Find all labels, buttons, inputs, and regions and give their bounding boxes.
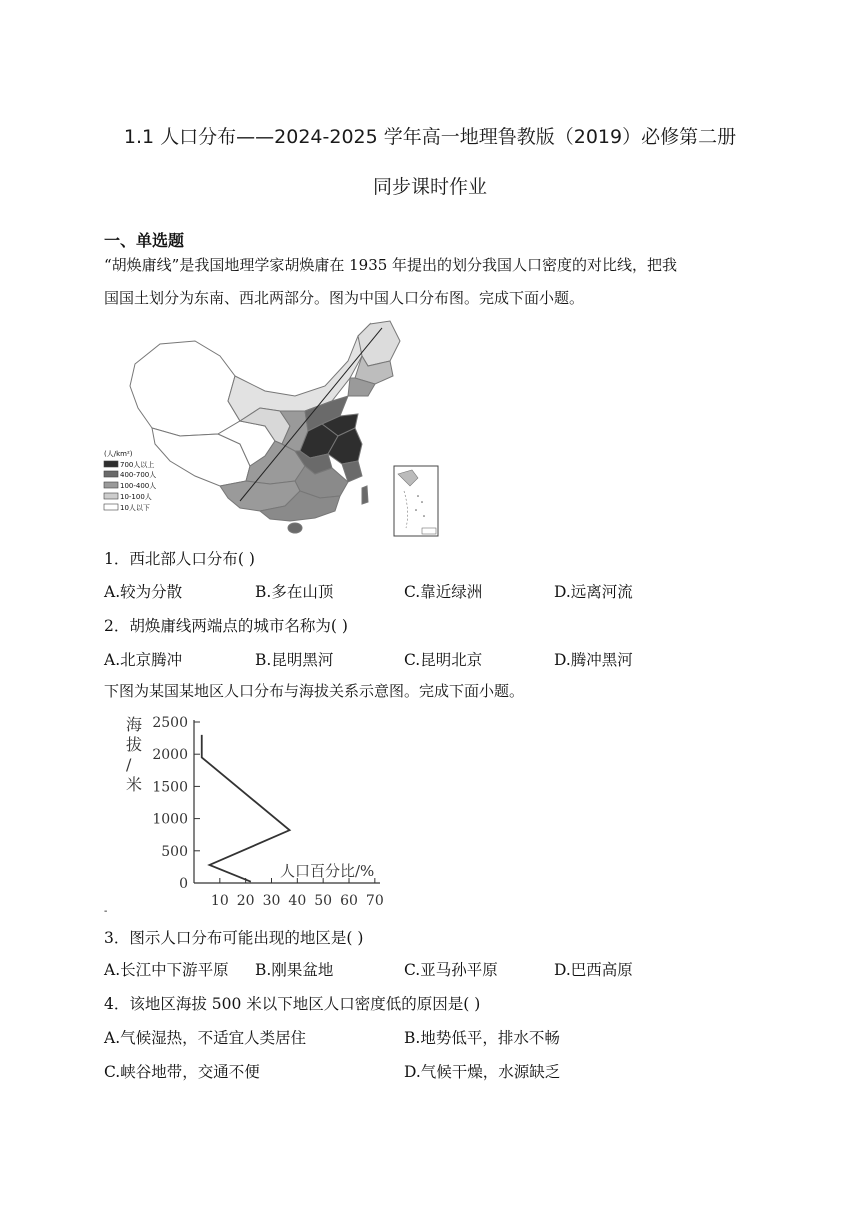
legend-swatch-5 [104,504,118,510]
q2-option-a[interactable]: A.北京腾冲 [104,651,183,669]
region-xinjiang [130,341,240,436]
region-inner-mongolia [228,324,370,421]
question-3-stem: 3．图示人口分布可能出现的地区是( ) [104,929,364,947]
legend-label-2: 400-700人 [120,471,157,479]
map-legend [104,449,156,512]
passage2: 下图为某国某地区人口分布与海拔关系示意图。完成下面小题。 [104,682,525,700]
legend-label-1: 700人以上 [120,461,155,469]
q3-option-d[interactable]: D.巴西高原 [554,961,633,979]
page-title-line2: 同步课时作业 [372,176,487,198]
ylabel-char: 拔 [126,735,143,754]
q4-option-c[interactable]: C.峡谷地带，交通不便 [104,1063,260,1081]
q3-option-c[interactable]: C.亚马孙平原 [404,961,498,979]
q4-option-d[interactable]: D.气候干燥，水源缺乏 [404,1063,561,1081]
q3-option-b[interactable]: B.刚果盆地 [255,961,334,979]
region-hainan [288,523,302,533]
x-tick-label: 30 [262,893,281,909]
question-4-stem: 4．该地区海拔 500 米以下地区人口密度低的原因是( ) [104,995,481,1013]
q2-option-c[interactable]: C.昆明北京 [404,651,483,669]
y-tick-label: 1500 [152,779,188,796]
south-china-sea-inset [394,466,438,536]
section-title: 一、单选题 [104,231,185,250]
x-tick-label: 70 [365,893,384,909]
population-map [100,316,445,540]
population-altitude-line [202,735,290,882]
y-tick-label: 2000 [152,747,188,764]
region-taiwan [362,486,368,504]
china-population-map [100,316,445,540]
y-tick-label: 500 [161,843,188,860]
legend-swatch-2 [104,471,118,477]
q1-option-b[interactable]: B.多在山顶 [255,583,334,601]
q4-option-a[interactable]: A.气候湿热，不适宜人类居住 [104,1029,307,1047]
passage1-line1: “胡焕庸线”是我国地理学家胡焕庸在 1935 年提出的划分我国人口密度的对比线，把我 [104,256,678,274]
altitude-population-chart [104,708,394,918]
y-tick-label: 1000 [152,811,188,828]
stray-mark: - [104,906,108,917]
legend-title: (人/km²) [104,450,133,458]
legend-swatch-1 [104,461,118,467]
x-tick-label: 60 [340,893,358,909]
chart-xlabel: 人口百分比/% [280,862,375,880]
legend-label-3: 100-400人 [120,482,157,490]
question-2-stem: 2．胡焕庸线两端点的城市名称为( ) [104,617,348,635]
q3-option-a[interactable]: A.长江中下游平原 [104,961,229,979]
chart-ylabel [126,715,142,794]
ylabel-char: 海 [126,715,143,734]
question-1-stem: 1．西北部人口分布( ) [104,550,255,568]
legend-label-5: 10人以下 [120,504,150,512]
q4-option-b[interactable]: B.地势低平，排水不畅 [404,1029,560,1047]
x-tick-label: 50 [314,893,333,909]
q2-option-b[interactable]: B.昆明黑河 [255,651,334,669]
chart-svg [104,708,394,918]
y-tick-label: 0 [179,876,188,892]
chart-axes [194,720,380,883]
q1-option-c[interactable]: C.靠近绿洲 [404,583,483,601]
ylabel-char: 米 [126,775,143,794]
q1-option-a[interactable]: A.较为分散 [104,583,183,601]
x-tick-label: 40 [288,893,307,909]
q1-option-d[interactable]: D.远离河流 [554,583,633,601]
page-title-line1: 1.1 人口分布——2024-2025 学年高一地理鲁教版（2019）必修第二册 [123,126,737,148]
passage1-line2: 国国土划分为东南、西北两部分。图为中国人口分布图。完成下面小题。 [104,289,585,307]
legend-swatch-4 [104,493,118,499]
q2-option-d[interactable]: D.腾冲黑河 [554,651,633,669]
ylabel-char: / [126,755,132,774]
y-tick-label: 2500 [152,715,188,731]
x-tick-label: 10 [210,893,229,909]
legend-label-4: 10-100人 [120,493,152,501]
x-tick-label: 20 [236,893,255,909]
legend-swatch-3 [104,482,118,488]
